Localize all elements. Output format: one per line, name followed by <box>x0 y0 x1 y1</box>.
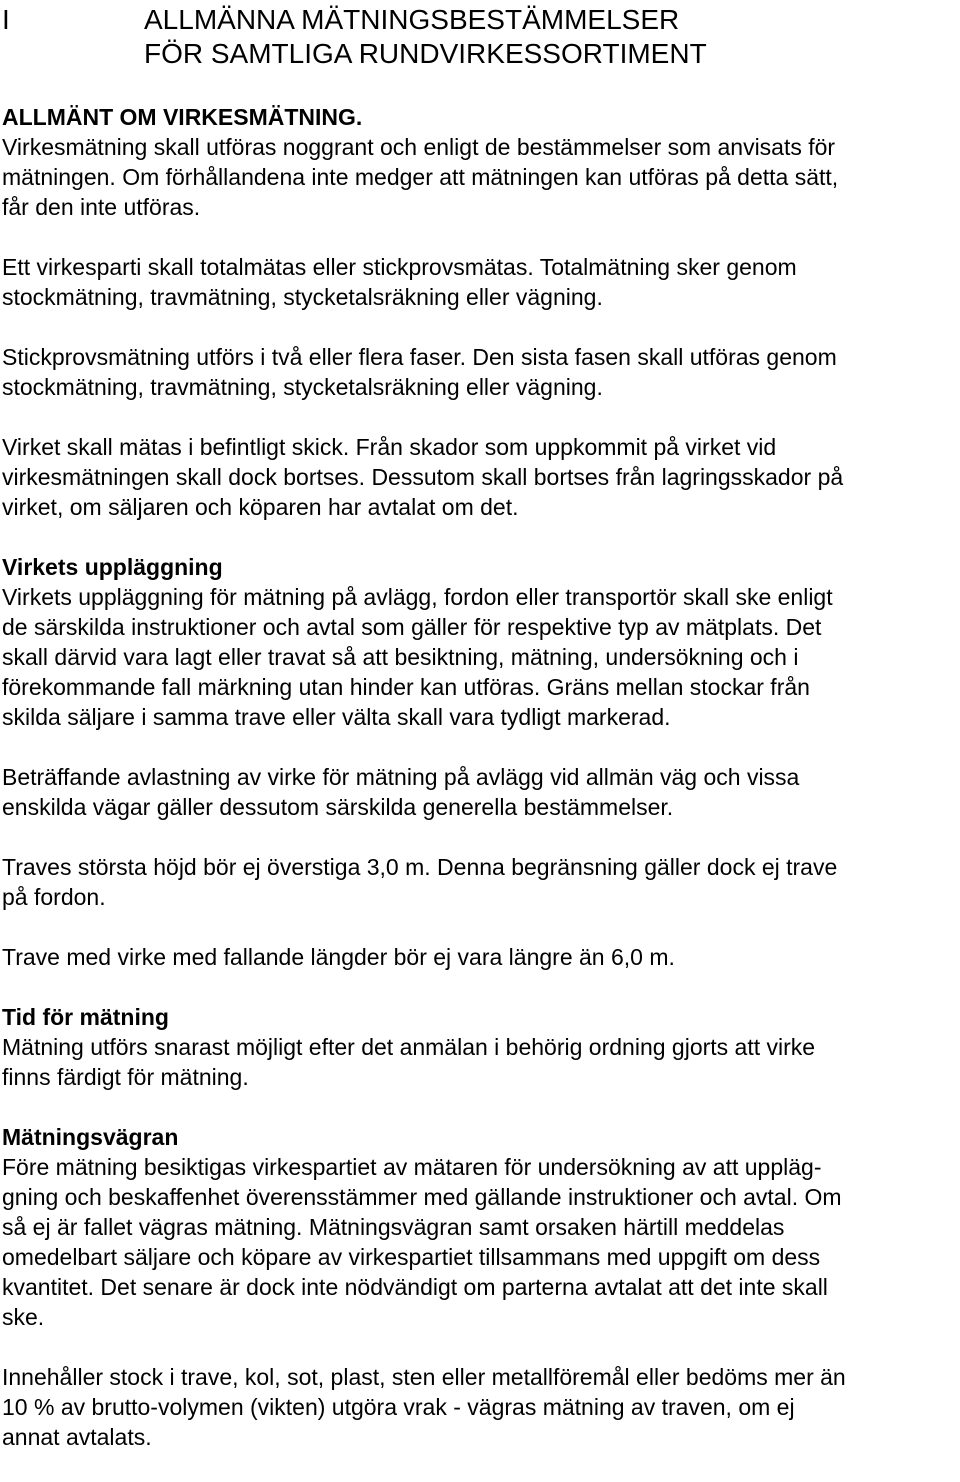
text-line: 10 % av brutto-volymen (vikten) utgöra vrak - vägras mätning av traven, om ej <box>2 1394 795 1420</box>
text-line: skall därvid vara lagt eller travat så att besiktning, mätning, undersökning och i <box>2 644 799 670</box>
chapter-header <box>0 3 960 83</box>
section-heading: Virkets uppläggning <box>2 554 223 580</box>
text-line: Virket skall mätas i befintligt skick. Från skador som uppkommit på virket vid <box>2 434 777 460</box>
text-line: stockmätning, travmätning, stycketalsräkning eller vägning. <box>2 284 603 310</box>
text-line: Virkets uppläggning för mätning på avlägg, fordon eller transportör skall ske enligt <box>2 584 833 610</box>
text-line: Mätning utförs snarast möjligt efter det anmälan i behörig ordning gjorts att virke <box>2 1034 816 1060</box>
section-tid <box>2 1002 958 1092</box>
paragraph <box>2 852 958 912</box>
chapter-title-line: FÖR SAMTLIGA RUNDVIRKESSORTIMENT <box>144 38 707 69</box>
section-heading: ALLMÄNT OM VIRKESMÄTNING. <box>2 104 363 130</box>
text-line: Innehåller stock i trave, kol, sot, plast, sten eller metallföremål eller bedöms mer än <box>2 1364 846 1390</box>
section-upplaggning <box>2 552 958 732</box>
paragraph <box>2 1362 958 1452</box>
text-line: så ej är fallet vägras mätning. Mätningsvägran samt orsaken härtill meddelas <box>2 1214 785 1240</box>
text-line: ske. <box>2 1304 45 1330</box>
text-line: virket, om säljaren och köparen har avtalat om det. <box>2 494 519 520</box>
text-line: annat avtalats. <box>2 1424 152 1450</box>
section-allmant <box>2 102 958 222</box>
text-line: Traves största höjd bör ej överstiga 3,0 m. Denna begränsning gäller dock ej trave <box>2 854 838 880</box>
text-line: omedelbart säljare och köpare av virkespartiet tillsammans med uppgift om dess <box>2 1244 821 1270</box>
paragraph <box>2 252 958 312</box>
paragraph <box>2 342 958 402</box>
chapter-title <box>144 3 707 71</box>
text-line: virkesmätningen skall dock bortses. Dessutom skall bortses från lagringsskador på <box>2 464 844 490</box>
text-line: Beträffande avlastning av virke för mätning på avlägg vid allmän väg och vissa <box>2 764 800 790</box>
text-line: får den inte utföras. <box>2 194 201 220</box>
text-line: Ett virkesparti skall totalmätas eller stickprovsmätas. Totalmätning sker genom <box>2 254 797 280</box>
text-line: gning och beskaffenhet överensstämmer med gällande instruktioner och avtal. Om <box>2 1184 842 1210</box>
chapter-title-line: ALLMÄNNA MÄTNINGSBESTÄMMELSER <box>144 4 680 35</box>
section-matningsvagran <box>2 1122 958 1332</box>
document-body <box>2 102 958 1482</box>
section-heading: Mätningsvägran <box>2 1124 179 1150</box>
paragraph <box>2 942 958 972</box>
text-line: enskilda vägar gäller dessutom särskilda generella bestämmelser. <box>2 794 674 820</box>
paragraph <box>2 432 958 522</box>
chapter-number: I <box>2 4 10 35</box>
paragraph <box>2 762 958 822</box>
text-line: Före mätning besiktigas virkespartiet av mätaren för undersökning av att uppläg- <box>2 1154 822 1180</box>
text-line: finns färdigt för mätning. <box>2 1064 249 1090</box>
text-line: mätningen. Om förhållandena inte medger att mätningen kan utföras på detta sätt, <box>2 164 839 190</box>
text-line: de särskilda instruktioner och avtal som gäller för respektive typ av mätplats. Det <box>2 614 822 640</box>
text-line: Virkesmätning skall utföras noggrant och enligt de bestämmelser som anvisats för <box>2 134 836 160</box>
text-line: förekommande fall märkning utan hinder kan utföras. Gräns mellan stockar från <box>2 674 810 700</box>
text-line: stockmätning, travmätning, stycketalsräkning eller vägning. <box>2 374 603 400</box>
text-line: Stickprovsmätning utförs i två eller flera faser. Den sista fasen skall utföras genom <box>2 344 837 370</box>
section-heading: Tid för mätning <box>2 1004 169 1030</box>
text-line: skilda säljare i samma trave eller välta skall vara tydligt markerad. <box>2 704 671 730</box>
text-line: kvantitet. Det senare är dock inte nödvändigt om parterna avtalat att det inte skall <box>2 1274 828 1300</box>
text-line: Trave med virke med fallande längder bör ej vara längre än 6,0 m. <box>2 944 675 970</box>
text-line: på fordon. <box>2 884 106 910</box>
